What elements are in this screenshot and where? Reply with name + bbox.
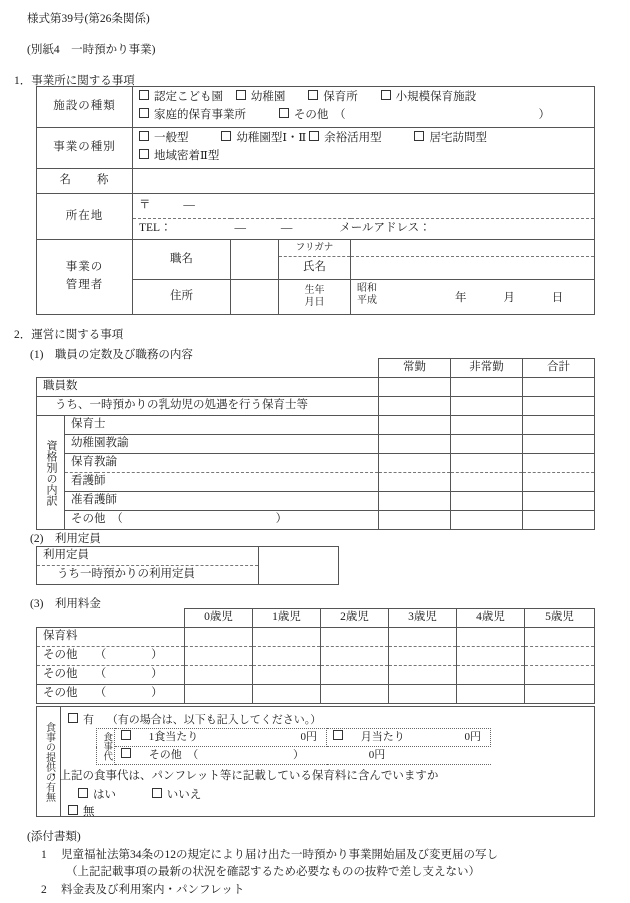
manager-label-line2: 管理者 <box>65 279 104 291</box>
cell-input[interactable] <box>379 435 451 454</box>
cell-input[interactable] <box>253 628 321 647</box>
row-label-sonota-fee-3 <box>37 685 185 704</box>
section2-sub1-title: (1) 職員の定数及び職務の内容 <box>30 349 193 361</box>
meal-answer-yes-label: はい <box>93 789 116 801</box>
birthdate-field[interactable] <box>351 280 595 315</box>
cell-input[interactable] <box>451 492 523 511</box>
facility-type-label: 施設の種類 <box>37 87 133 128</box>
table-row <box>97 729 491 747</box>
row-paren-close: ） <box>275 513 288 526</box>
meal-fee-label <box>97 729 115 765</box>
table-row <box>37 628 595 647</box>
meal-fee-table <box>96 728 491 765</box>
row-label-uchi-ichiji-teiin: うち一時預かりの利用定員 <box>37 566 259 585</box>
table-header-row <box>37 609 595 628</box>
cell-input[interactable] <box>523 397 595 416</box>
cell-input[interactable] <box>321 628 389 647</box>
option-label: 幼稚園型Ⅰ・Ⅱ <box>236 132 307 145</box>
postal-mark-icon: 〒 <box>139 199 151 212</box>
row-label-text: その他 （ <box>43 687 107 700</box>
tel-dash-1: — <box>234 222 246 235</box>
checkbox-answer-yes[interactable] <box>78 788 88 798</box>
cell-input[interactable] <box>457 666 525 685</box>
table-row <box>37 435 595 454</box>
business-type-options <box>133 128 595 169</box>
cell-input[interactable] <box>523 435 595 454</box>
mail-label: メールアドレス： <box>339 222 431 235</box>
row-label-text: その他 （ <box>71 513 123 526</box>
furigana-input[interactable] <box>351 240 595 257</box>
table-row <box>37 169 595 194</box>
meal-no-row <box>68 803 95 819</box>
meal-per-meal-amount: 0円 <box>300 731 317 744</box>
cell-input[interactable] <box>451 397 523 416</box>
attachment-text: （上記記載事項の最新の状況を確認するため必要なものの抜粋で差し支えない） <box>66 866 480 878</box>
cell-input[interactable] <box>525 685 595 704</box>
cell-input[interactable] <box>389 666 457 685</box>
checkbox-kateiteki[interactable] <box>139 108 149 118</box>
cell-input[interactable] <box>253 647 321 666</box>
facility-name-input[interactable] <box>133 169 595 194</box>
meal-answer-no-label: いいえ <box>166 789 202 801</box>
cell-input[interactable] <box>253 685 321 704</box>
cell-input[interactable] <box>379 454 451 473</box>
facility-type-options <box>133 87 595 128</box>
option-label: 小規模保育施設 <box>395 91 477 104</box>
meal-fee-vertical-text: 食事代 <box>101 732 112 761</box>
meal-other-label: その他 （ <box>148 749 199 762</box>
meal-other-paren-close: ） <box>293 749 304 762</box>
row-label-hoikuryo: 保育料 <box>37 628 185 647</box>
cell-input[interactable] <box>457 647 525 666</box>
checkbox-meal-yes[interactable] <box>68 713 78 723</box>
cell-input[interactable] <box>379 416 451 435</box>
option-label: 幼稚園 <box>250 91 286 104</box>
table-row <box>37 685 595 704</box>
manager-position-label: 職名 <box>133 240 231 280</box>
section2-title: 2．運営に関する事項 <box>14 329 124 341</box>
meal-other-amount: 0円 <box>368 749 386 762</box>
meal-question-text: ・上記の食事代は、パンフレット等に記載している保育料に含んでいますか <box>48 770 439 782</box>
row-paren-close: ） <box>151 687 163 700</box>
cell-input[interactable] <box>389 685 457 704</box>
column-header-age2: 2歳児 <box>321 609 389 628</box>
cell-input[interactable] <box>457 628 525 647</box>
table-row <box>37 666 595 685</box>
attachment-number: 1 <box>41 849 47 861</box>
cell-input[interactable] <box>523 473 595 492</box>
row-label-riyo-teiin: 利用定員 <box>37 547 259 566</box>
manager-home-address-input[interactable] <box>231 280 279 315</box>
cell-input[interactable] <box>451 511 523 530</box>
manager-label <box>37 240 133 315</box>
postal-code-field[interactable] <box>133 194 595 219</box>
column-header-age0: 0歳児 <box>185 609 253 628</box>
birthdate-label-line1: 生年 <box>304 285 325 296</box>
tel-dash-2: — <box>280 222 293 235</box>
birthdate-label-line2: 月日 <box>304 297 325 308</box>
table-row <box>37 378 595 397</box>
birthdate-label <box>279 280 351 315</box>
facility-name-label: 名 称 <box>37 169 133 194</box>
day-label: 日 <box>551 292 564 304</box>
row-paren-close: ） <box>151 649 163 662</box>
row-paren-close: ） <box>151 668 163 681</box>
manager-home-address-label: 住所 <box>133 280 231 315</box>
form-code: 様式第39号(第26条関係) <box>27 13 150 25</box>
table-row <box>37 473 595 492</box>
checkbox-shokibo[interactable] <box>381 90 391 100</box>
option-label: 地域密着Ⅱ型 <box>154 150 220 162</box>
meal-per-month-field[interactable] <box>327 729 491 747</box>
meal-fee-subtable-wrapper <box>96 728 490 765</box>
cell-input[interactable] <box>523 492 595 511</box>
postal-dash: — <box>183 199 195 212</box>
cell-input[interactable] <box>379 473 451 492</box>
option-label: 認定こども園 <box>154 91 223 104</box>
table-row <box>37 492 595 511</box>
cell-input[interactable] <box>451 454 523 473</box>
year-label: 年 <box>455 292 467 304</box>
cell-input[interactable] <box>523 511 595 530</box>
table-row <box>37 194 595 219</box>
meal-no-label: 無 <box>83 806 95 818</box>
table-header-row <box>37 359 595 378</box>
capacity-table <box>36 546 339 585</box>
row-label-kangoshi: 看護師 <box>65 473 379 492</box>
facility-address-label: 所在地 <box>37 194 133 240</box>
option-label: 居宅訪問型 <box>429 132 487 145</box>
cell-input[interactable] <box>525 647 595 666</box>
meal-per-meal-field[interactable] <box>115 729 327 747</box>
section2-sub3-title: (3) 利用料金 <box>30 598 101 610</box>
checkbox-answer-no[interactable] <box>152 788 162 798</box>
fullname-label: 氏名 <box>279 257 351 280</box>
column-header-hijokin: 非常勤 <box>451 359 523 378</box>
tel-label: TEL： <box>139 222 172 235</box>
fee-table <box>36 608 595 704</box>
table-row <box>37 647 595 666</box>
furigana-label: フリガナ <box>279 240 351 257</box>
row-label-text: その他 （ <box>43 668 107 681</box>
row-label-text: その他 （ <box>43 649 107 662</box>
option-label: 保育所 <box>323 91 358 104</box>
manager-position-input[interactable] <box>231 240 279 280</box>
cell-input[interactable] <box>185 628 253 647</box>
table-row <box>37 128 595 169</box>
table-row <box>37 416 595 435</box>
column-header-gokei: 合計 <box>523 359 595 378</box>
table-row <box>37 511 595 530</box>
checkbox-chiikimicchaku[interactable] <box>139 149 149 159</box>
table-row <box>37 397 595 416</box>
cell-input[interactable] <box>451 416 523 435</box>
cell-input[interactable] <box>523 416 595 435</box>
option-label: その他 （ <box>293 109 346 121</box>
checkbox-per-month[interactable] <box>333 730 343 740</box>
cell-input[interactable] <box>451 473 523 492</box>
checkbox-yoyukatsuyo[interactable] <box>309 131 319 141</box>
cell-input[interactable] <box>457 685 525 704</box>
checkbox-sonota-facility[interactable] <box>279 108 289 118</box>
cell-input[interactable] <box>185 647 253 666</box>
column-header-age4: 4歳児 <box>457 609 525 628</box>
manager-label-line1: 事業の <box>65 261 104 274</box>
checkbox-kyotakuhomon[interactable] <box>414 131 424 141</box>
attachments-title: (添付書類) <box>27 831 81 843</box>
option-label: 一般型 <box>154 132 189 145</box>
qualification-breakdown-vertical-text: 資格別の内訳 <box>45 439 57 506</box>
meal-yes-label: 有 <box>83 714 94 726</box>
table-row <box>37 547 339 566</box>
table-row <box>37 454 595 473</box>
column-header-jokin: 常勤 <box>379 359 451 378</box>
checkbox-meal-other[interactable] <box>121 748 131 758</box>
month-label: 月 <box>503 292 515 304</box>
tel-mail-field[interactable] <box>133 219 595 240</box>
section1-title: 1．事業所に関する事項 <box>14 75 135 87</box>
table-row <box>97 747 491 765</box>
cell-input[interactable] <box>379 492 451 511</box>
cell-input[interactable] <box>253 666 321 685</box>
checkbox-hoikusho[interactable] <box>308 90 318 100</box>
form-annex-title: (別紙4 一時預かり事業) <box>27 44 156 56</box>
option-label: 余裕活用型 <box>324 132 382 145</box>
cell-input[interactable] <box>389 647 457 666</box>
attachment-item-2 <box>41 881 244 897</box>
meal-per-month-label: 月当たり <box>360 731 405 744</box>
row-label-sonota-fee-2 <box>37 666 185 685</box>
facility-table <box>36 86 595 315</box>
option-label: 家庭的保育事業所 <box>154 109 246 121</box>
option-paren-close: ） <box>538 109 550 121</box>
row-label-shokuinsu: 職員数 <box>37 378 379 397</box>
meal-per-meal-label: 1食当たり <box>148 731 199 744</box>
row-label-hoiku-kyoyu: 保育教諭 <box>65 454 379 473</box>
attachment-number: 2 <box>41 884 47 896</box>
attachment-item-1-note <box>66 863 480 879</box>
cell-input[interactable] <box>523 454 595 473</box>
cell-input[interactable] <box>185 685 253 704</box>
cell-input[interactable] <box>321 647 389 666</box>
cell-input[interactable] <box>185 666 253 685</box>
qualification-breakdown-label <box>37 416 65 530</box>
era-showa-label: 昭和 <box>357 283 377 294</box>
column-header-age3: 3歳児 <box>389 609 457 628</box>
meal-other-field[interactable] <box>115 747 491 765</box>
row-label-jun-kangoshi: 准看護師 <box>65 492 379 511</box>
row-label-youchien-kyoyu: 幼稚園教諭 <box>65 435 379 454</box>
cell-input[interactable] <box>525 666 595 685</box>
table-row <box>37 240 595 257</box>
era-heisei-label: 平成 <box>357 295 377 306</box>
checkbox-ninteikodomoen[interactable] <box>139 90 149 100</box>
meal-yes-row <box>68 711 321 727</box>
attachment-item-1 <box>41 846 498 862</box>
meal-per-month-amount: 0円 <box>464 731 481 744</box>
cell-input[interactable] <box>379 378 451 397</box>
row-label-sonota-staff <box>65 511 379 530</box>
checkbox-youchien[interactable] <box>236 90 246 100</box>
staff-table <box>36 358 595 530</box>
meal-provision-label <box>37 707 61 817</box>
business-type-label: 事業の種別 <box>37 128 133 169</box>
cell-input[interactable] <box>389 628 457 647</box>
cell-input[interactable] <box>321 666 389 685</box>
row-label-uchi-hoikushi: うち、一時預かりの乳幼児の処遇を行う保育士等 <box>37 397 379 416</box>
cell-input[interactable] <box>379 511 451 530</box>
cell-input[interactable] <box>523 378 595 397</box>
table-row <box>37 87 595 128</box>
row-label-hoikushi: 保育士 <box>65 416 379 435</box>
cell-input[interactable] <box>451 378 523 397</box>
cell-input[interactable] <box>525 628 595 647</box>
checkbox-ippangata[interactable] <box>139 131 149 141</box>
checkbox-per-meal[interactable] <box>121 730 131 740</box>
attachment-text: 児童福祉法第34条の12の規定により届け出た一時預かり事業開始届及び変更届の写し <box>61 849 498 861</box>
checkbox-youchiengata[interactable] <box>221 131 231 141</box>
cell-input[interactable] <box>451 435 523 454</box>
checkbox-meal-none[interactable] <box>68 805 78 815</box>
attachment-text: 料金表及び利用案内・パンフレット <box>61 884 245 896</box>
row-label-sonota-fee-1 <box>37 647 185 666</box>
column-header-age5: 5歳児 <box>525 609 595 628</box>
section2-sub2-title: (2) 利用定員 <box>30 533 101 545</box>
cell-input[interactable] <box>321 685 389 704</box>
cell-input[interactable] <box>259 547 339 585</box>
cell-input[interactable] <box>379 397 451 416</box>
fullname-input[interactable] <box>351 257 595 280</box>
meal-answer-row <box>78 786 201 802</box>
meal-provision-vertical-text: 食事の提供の有無 <box>43 721 55 802</box>
column-header-age1: 1歳児 <box>253 609 321 628</box>
meal-yes-note: （有の場合は、以下も記入してください。） <box>106 714 322 726</box>
